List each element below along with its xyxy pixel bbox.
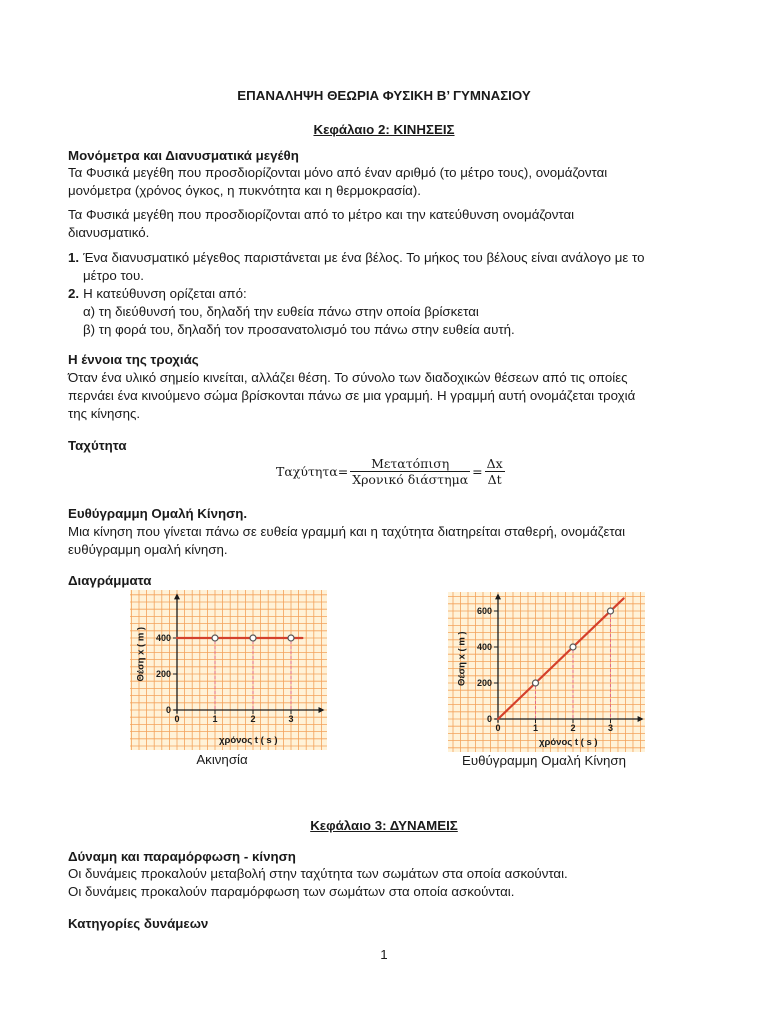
document-title — [0, 87, 768, 105]
y-tick-label: 0 — [165, 705, 171, 715]
x-tick-label: 2 — [250, 714, 256, 724]
section-heading-uniform-motion — [68, 505, 247, 523]
section-heading-force-categories — [68, 915, 208, 933]
x-tick-label: 0 — [495, 723, 501, 733]
y-axis-label: Θέση x ( m ) — [456, 631, 468, 686]
section-heading-text: Διαγράμματα — [68, 573, 152, 588]
chart-rest-position-time — [130, 590, 327, 750]
section-heading-scalars-vectors — [68, 147, 299, 165]
chapter-3-heading — [0, 817, 768, 835]
y-tick-label: 200 — [155, 669, 171, 679]
y-tick-label: 0 — [486, 714, 492, 724]
paragraph-line: Όταν ένα υλικό σημείο κινείται, αλλάζει θέση. Το σύνολο των διαδοχικών θέσεων από τις οποίες — [68, 370, 628, 385]
formula-fraction-symbols — [485, 456, 505, 487]
y-tick-label: 400 — [155, 633, 171, 643]
paragraph-line: Μια κίνηση που γίνεται πάνω σε ευθεία γραμμή και η ταχύτητα διατηρείται σταθερή, ονομάζεται — [68, 524, 626, 539]
paragraph-line: Τα Φυσικά μεγέθη που προσδιορίζονται μόνο από έναν αριθμό (το μέτρο τους), ονομάζονται — [68, 165, 608, 180]
paragraph-line: διανυσματικό. — [68, 225, 150, 240]
x-axis-label: χρόνος t ( s ) — [218, 735, 278, 746]
y-tick-label: 600 — [476, 606, 492, 616]
chart-caption-rest: Ακινησία — [196, 752, 248, 767]
formula-lhs: Ταχύτητα= — [276, 464, 349, 479]
section-heading-diagrams — [68, 572, 151, 590]
paragraph-line: ευθύγραμμη ομαλή κίνηση. — [68, 542, 228, 557]
chart-uniform-motion-position-time — [448, 592, 645, 752]
paragraph-line: της κίνησης. — [68, 406, 141, 421]
document-title-text: ΕΠΑΝΑΛΗΨΗ ΘΕΩΡΙΑ ΦΥΣΙΚΗ Β’ ΓΥΜΝΑΣΙΟΥ — [237, 88, 531, 103]
x-tick-label: 3 — [288, 714, 294, 724]
paragraph-vectors — [68, 206, 574, 242]
paragraph-uniform-motion — [68, 523, 625, 559]
speed-formula — [276, 456, 507, 487]
formula-fraction-words — [350, 456, 470, 487]
chapter-2-heading-text: Κεφάλαιο 2: ΚΙΝΗΣΕΙΣ — [313, 122, 455, 137]
formula-numerator: Μετατόπιση — [371, 456, 450, 471]
paragraph-line: περνάει ένα κινούμενο σώμα βρίσκονται πάνω σε μια γραμμή. Η γραμμή αυτή ονομάζεται τροχιά — [68, 388, 636, 403]
section-heading-text: Κατηγορίες δυνάμεων — [68, 916, 209, 931]
list-item-2 — [68, 285, 644, 303]
list-number: 1. — [68, 250, 80, 265]
data-point — [532, 680, 538, 686]
paragraph-line: Οι δυνάμεις προκαλούν παραμόρφωση των σωμάτων στα οποία ασκούνται. — [68, 884, 515, 899]
y-axis-label: Θέση x ( m ) — [135, 626, 147, 682]
chapter-3-heading-text: Κεφάλαιο 3: ΔΥΝΑΜΕΙΣ — [310, 818, 458, 833]
y-tick-label: 200 — [476, 678, 492, 688]
data-point — [288, 635, 294, 641]
section-heading-speed — [68, 437, 127, 455]
sub-item-a: α) τη διεύθυνσή του, δηλαδή την ευθεία πάνω στην οποία βρίσκεται — [83, 304, 479, 319]
section-heading-force-deformation — [68, 848, 296, 866]
list-item-text: Ένα διανυσματικό μέγεθος παριστάνεται με ένα βέλος. Το μήκος του βέλους είναι ανάλογο με το — [83, 250, 645, 265]
paragraph-force-effects — [68, 865, 568, 901]
list-item-1 — [68, 249, 644, 267]
formula-denominator: Δt — [487, 472, 502, 487]
data-point — [570, 644, 576, 650]
formula-numerator: Δx — [486, 456, 503, 471]
section-heading-text: Η έννοια της τροχιάς — [68, 352, 199, 367]
section-heading-text: Ευθύγραμμη Ομαλή Κίνηση. — [68, 506, 248, 521]
vector-properties-list — [68, 249, 644, 339]
x-tick-label: 1 — [532, 723, 539, 733]
chart-caption-uniform-motion: Ευθύγραμμη Ομαλή Κίνηση — [461, 753, 627, 768]
section-heading-text: Ταχύτητα — [68, 438, 127, 453]
chapter-2-heading — [0, 121, 768, 139]
formula-denominator: Χρονικό διάστημα — [352, 472, 469, 487]
x-tick-label: 0 — [174, 714, 180, 724]
paragraph-line: Τα Φυσικά μεγέθη που προσδιορίζονται από το μέτρο και την κατεύθυνση ονομάζονται — [68, 207, 575, 222]
data-point — [212, 635, 218, 641]
y-tick-label: 400 — [476, 642, 492, 652]
paragraph-line: μονόμετρα (χρόνος όγκος, η πυκνότητα και η θερμοκρασία). — [68, 183, 421, 198]
paragraph-scalars — [68, 164, 607, 200]
section-heading-trajectory — [68, 351, 199, 369]
formula-equals: = — [472, 464, 483, 479]
page-number — [0, 946, 768, 964]
list-item-text: Η κατεύθυνση ορίζεται από: — [83, 286, 247, 301]
x-tick-label: 1 — [212, 714, 218, 724]
paragraph-trajectory — [68, 369, 635, 423]
x-axis-label: χρόνος t ( s ) — [539, 737, 598, 748]
list-item-continuation: μέτρο του. — [83, 268, 144, 283]
data-point — [607, 608, 613, 614]
sub-item-b: β) τη φορά του, δηλαδή τον προσανατολισμό του πάνω στην ευθεία αυτή. — [83, 322, 515, 337]
data-point — [250, 635, 256, 641]
section-heading-text: Δύναμη και παραμόρφωση - κίνηση — [68, 849, 296, 864]
paragraph-line: Οι δυνάμεις προκαλούν μεταβολή στην ταχύτητα των σωμάτων στα οποία ασκούνται. — [68, 866, 568, 881]
list-number: 2. — [68, 286, 80, 301]
section-heading-text: Μονόμετρα και Διανυσματικά μεγέθη — [68, 148, 299, 163]
page-number-text: 1 — [380, 947, 388, 962]
x-tick-label: 3 — [607, 723, 613, 733]
x-tick-label: 2 — [570, 723, 576, 733]
